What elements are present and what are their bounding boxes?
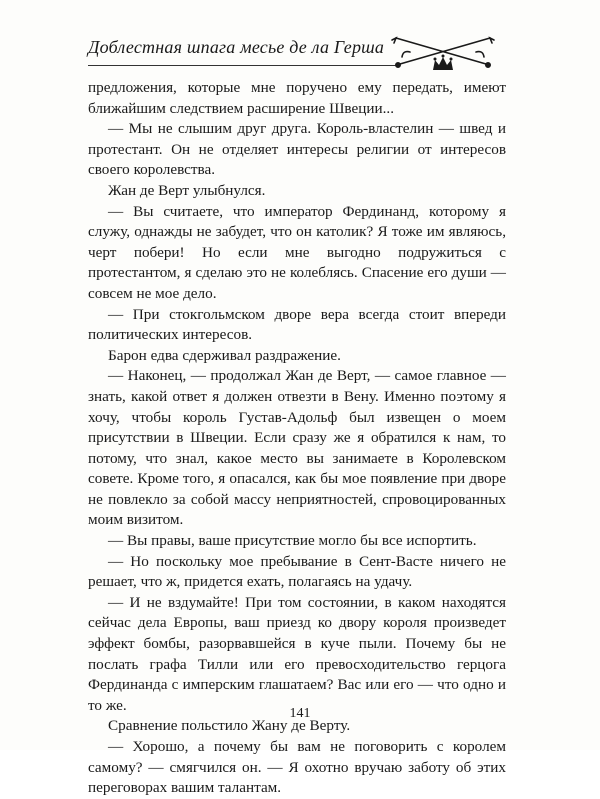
paragraph: Барон едва сдерживал раздражение. [108,346,341,364]
paragraph: — Хорошо, а почему бы вам не поговорить с королем самому? — смягчился он. — Я охотно вручаю заботу об этих переговорах вашим талантам. [88,738,506,797]
paragraph: — Наконец, — продолжал Жан де Верт, — самое главное — знать, какой ответ я должен отвезти в Вену. Именно поэтому я хочу, чтобы король Густав-Адольф был извещен о моем присутствии в Швеции. Если сразу же я обратился к нам, то потому, что знал, какое место вы занимаете в Королевском совете. Кроме того, я опасался, как бы мое появление при дворе не повлекло за собой массу неприятностей, спровоцированных моим визитом. [88,367,506,529]
paragraph: — Мы не слышим друг друга. Король-властелин — швед и протестант. Он не отделяет интересы религии от интересов своего королевства. [88,120,506,179]
paragraph: — Но поскольку мое пребывание в Сент-Васте ничего не решает, что ж, придется ехать, полагаясь на удачу. [88,552,506,591]
running-title: Доблестная шпага месье де ла Герша [88,37,385,57]
paragraph: Сравнение польстило Жану де Верту. [108,717,351,735]
paragraph: — Вы считаете, что император Фердинанд, которому я служу, однажды не забудет, что он католик? Я тоже им являюсь, черт побери! Но если мне выгодно подружиться с протестантом, я сделаю это не колеблясь. Спасение его души — совсем не мое дело. [88,202,506,302]
paragraph: предложения, которые мне поручено ему передать, имеют ближайшим следствием расширение Швеции... [88,79,506,117]
paragraph: — И не вздумайте! При том состоянии, в каком находятся сейчас дела Европы, ваш приезд ко двору короля произведет эффект бомбы, разорвавшейся в куче пыли. Почему бы не послать графа Тилли или его превосходительство герцога Фердинанда с имперским глашатаем? Вас или его — что одно и то же. [88,593,506,714]
crossed-swords-with-crown-icon [388,30,498,72]
paragraph: Жан де Верт улыбнулся. [108,181,266,199]
paragraph: — При стокгольмском дворе вера всегда стоит впереди политических интересов. [88,305,506,344]
running-header [88,30,503,72]
paragraph: — Вы правы, ваше присутствие могло бы все испортить. [108,532,477,550]
header-rule [88,65,398,66]
body-text [88,78,506,799]
page-number: 141 [289,706,311,721]
